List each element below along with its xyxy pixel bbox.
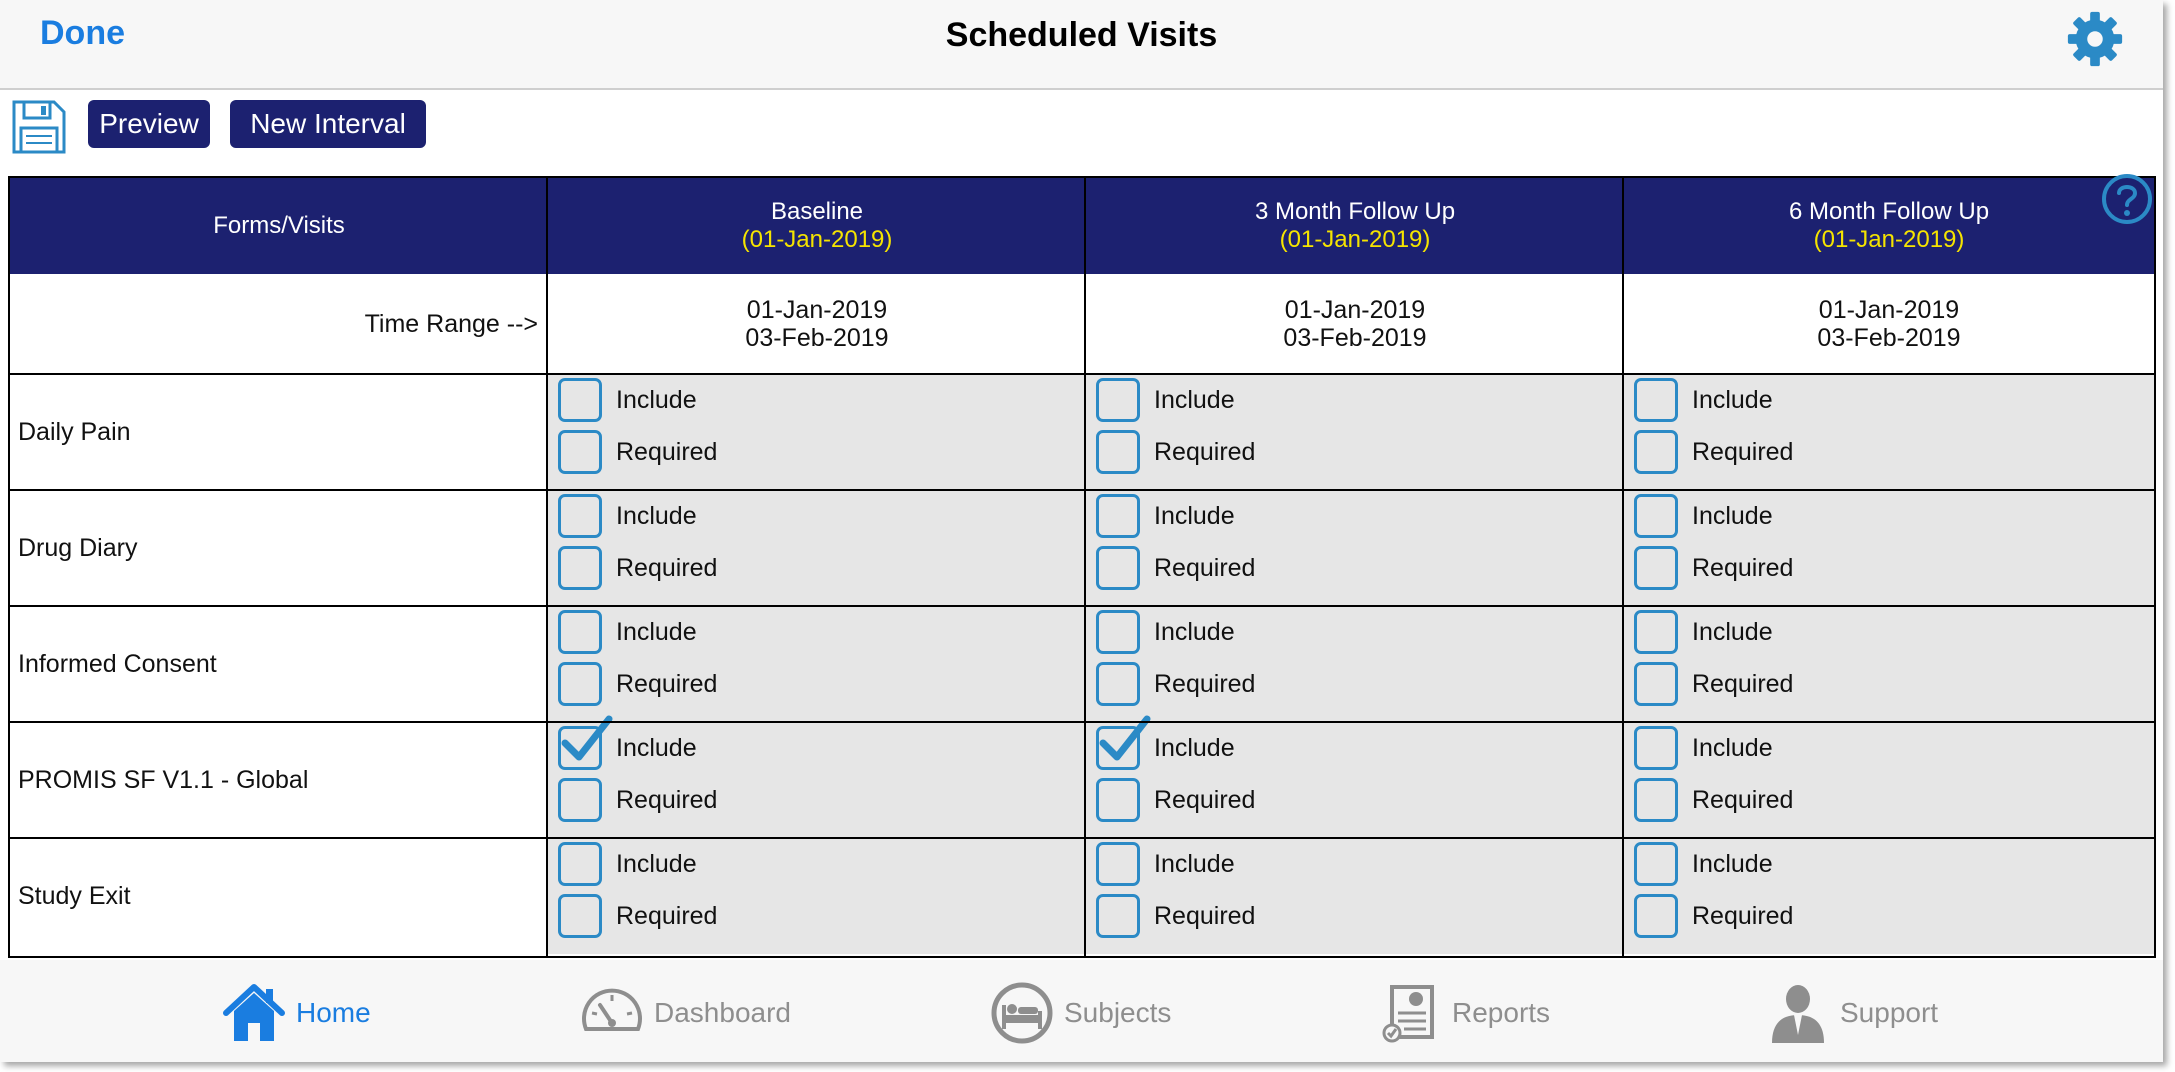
visit-form-cell xyxy=(548,606,1086,722)
required-label: Required xyxy=(1154,786,1256,814)
visit-form-cell xyxy=(1086,490,1624,606)
required-label: Required xyxy=(1154,438,1256,466)
time-range-baseline xyxy=(548,274,1086,374)
tab-reports[interactable] xyxy=(1378,980,1550,1046)
visit-form-cell xyxy=(1086,722,1624,838)
include-label: Include xyxy=(1692,734,1773,762)
range-start: 01-Jan-2019 xyxy=(1284,296,1426,324)
tab-home[interactable] xyxy=(222,980,371,1046)
divider xyxy=(1622,178,1624,956)
range-end: 03-Feb-2019 xyxy=(1817,324,1961,352)
visit-date: (01-Jan-2019) xyxy=(1813,226,1965,253)
tab-label: Support xyxy=(1840,997,1939,1028)
required-label: Required xyxy=(1154,670,1256,698)
include-label: Include xyxy=(616,618,697,646)
include-label: Include xyxy=(616,850,697,878)
required-checkbox[interactable] xyxy=(558,662,602,706)
gear-icon[interactable] xyxy=(2064,8,2126,70)
include-label: Include xyxy=(616,502,697,530)
required-label: Required xyxy=(1692,786,1794,814)
new-interval-button[interactable]: New Interval xyxy=(230,100,426,148)
required-checkbox[interactable] xyxy=(558,430,602,474)
time-range-6-month xyxy=(1624,274,2154,374)
include-label: Include xyxy=(1154,618,1235,646)
include-checkbox[interactable] xyxy=(1634,610,1678,654)
save-icon[interactable] xyxy=(10,98,68,156)
tab-label: Home xyxy=(296,997,371,1028)
include-checkbox[interactable] xyxy=(1634,378,1678,422)
include-checkbox[interactable] xyxy=(1096,378,1140,422)
visit-form-cell xyxy=(548,490,1086,606)
include-label: Include xyxy=(1692,850,1773,878)
range-end: 03-Feb-2019 xyxy=(745,324,889,352)
divider xyxy=(10,605,2154,607)
visit-form-cell xyxy=(1086,838,1624,954)
time-range-3-month xyxy=(1086,274,1624,374)
include-label: Include xyxy=(1154,850,1235,878)
visit-name: 3 Month Follow Up xyxy=(1254,198,1456,225)
home-icon xyxy=(222,981,286,1045)
required-label: Required xyxy=(1692,902,1794,930)
include-checkbox[interactable] xyxy=(558,726,602,770)
include-checkbox[interactable] xyxy=(1096,842,1140,886)
required-label: Required xyxy=(1692,554,1794,582)
visit-form-cell xyxy=(1624,374,2154,490)
required-checkbox[interactable] xyxy=(558,894,602,938)
required-label: Required xyxy=(1154,902,1256,930)
forms-visits-label: Forms/Visits xyxy=(213,212,345,239)
divider xyxy=(1084,178,1086,956)
required-checkbox[interactable] xyxy=(1634,430,1678,474)
visit-form-cell xyxy=(1624,722,2154,838)
form-name: Daily Pain xyxy=(18,417,131,446)
range-start: 01-Jan-2019 xyxy=(746,296,888,324)
include-label: Include xyxy=(1154,502,1235,530)
visit-form-cell xyxy=(1086,374,1624,490)
required-label: Required xyxy=(1692,438,1794,466)
visit-form-cell xyxy=(548,722,1086,838)
include-checkbox[interactable] xyxy=(558,610,602,654)
navigation-bar xyxy=(0,0,2163,90)
visit-name: 6 Month Follow Up xyxy=(1788,198,1990,225)
visit-form-cell xyxy=(548,838,1086,954)
include-label: Include xyxy=(1154,734,1235,762)
corner-header xyxy=(10,178,548,274)
required-label: Required xyxy=(1692,670,1794,698)
tab-dashboard[interactable] xyxy=(580,980,791,1046)
tab-bar xyxy=(0,960,2163,1062)
required-checkbox[interactable] xyxy=(1096,894,1140,938)
divider xyxy=(546,178,548,956)
visit-form-cell xyxy=(1086,606,1624,722)
time-range-label: Time Range --> xyxy=(364,310,538,338)
visit-form-cell xyxy=(1624,606,2154,722)
include-checkbox[interactable] xyxy=(1096,610,1140,654)
visit-form-cell xyxy=(548,374,1086,490)
include-checkbox[interactable] xyxy=(1096,494,1140,538)
form-name: Drug Diary xyxy=(18,533,138,562)
include-label: Include xyxy=(1692,618,1773,646)
range-end: 03-Feb-2019 xyxy=(1283,324,1427,352)
include-checkbox[interactable] xyxy=(558,842,602,886)
support-icon xyxy=(1766,981,1830,1045)
include-checkbox[interactable] xyxy=(558,494,602,538)
include-label: Include xyxy=(616,734,697,762)
required-label: Required xyxy=(616,554,718,582)
visit-form-cell xyxy=(1624,490,2154,606)
tab-label: Subjects xyxy=(1064,997,1172,1028)
tab-subjects[interactable] xyxy=(990,980,1171,1046)
required-checkbox[interactable] xyxy=(1634,894,1678,938)
visit-name: Baseline xyxy=(770,198,864,225)
divider xyxy=(10,373,2154,375)
range-start: 01-Jan-2019 xyxy=(1818,296,1960,324)
required-label: Required xyxy=(616,670,718,698)
include-checkbox[interactable] xyxy=(1634,494,1678,538)
done-button[interactable]: Done xyxy=(40,14,125,52)
form-name: PROMIS SF V1.1 - Global xyxy=(18,765,309,794)
tab-label: Reports xyxy=(1452,997,1551,1028)
help-icon[interactable] xyxy=(2100,172,2154,226)
visit-header-6-month xyxy=(1624,178,2154,274)
reports-icon xyxy=(1378,981,1442,1045)
divider xyxy=(10,837,2154,839)
include-label: Include xyxy=(1692,502,1773,530)
tab-label: Dashboard xyxy=(654,997,791,1028)
visit-header-baseline xyxy=(548,178,1086,274)
preview-button[interactable]: Preview xyxy=(88,100,210,148)
include-label: Include xyxy=(1692,386,1773,414)
include-checkbox[interactable] xyxy=(558,378,602,422)
required-checkbox[interactable] xyxy=(1096,430,1140,474)
required-checkbox[interactable] xyxy=(558,546,602,590)
include-checkbox[interactable] xyxy=(1634,726,1678,770)
required-checkbox[interactable] xyxy=(1634,778,1678,822)
visit-date: (01-Jan-2019) xyxy=(1279,226,1431,253)
visit-form-cell xyxy=(1624,838,2154,954)
form-name: Informed Consent xyxy=(18,649,217,678)
divider xyxy=(10,489,2154,491)
page-title: Scheduled Visits xyxy=(945,16,1218,54)
visit-header-3-month xyxy=(1086,178,1624,274)
include-checkbox[interactable] xyxy=(1096,726,1140,770)
required-checkbox[interactable] xyxy=(558,778,602,822)
required-label: Required xyxy=(616,902,718,930)
required-label: Required xyxy=(1154,554,1256,582)
dashboard-icon xyxy=(580,981,644,1045)
visit-date: (01-Jan-2019) xyxy=(741,226,893,253)
subjects-icon xyxy=(990,981,1054,1045)
required-label: Required xyxy=(616,438,718,466)
scheduled-visits-table xyxy=(8,176,2156,958)
form-name: Study Exit xyxy=(18,881,131,910)
include-checkbox[interactable] xyxy=(1634,842,1678,886)
required-checkbox[interactable] xyxy=(1634,662,1678,706)
include-label: Include xyxy=(616,386,697,414)
required-checkbox[interactable] xyxy=(1096,662,1140,706)
required-label: Required xyxy=(616,786,718,814)
include-label: Include xyxy=(1154,386,1235,414)
divider xyxy=(10,721,2154,723)
tab-support[interactable] xyxy=(1766,980,1938,1046)
required-checkbox[interactable] xyxy=(1096,778,1140,822)
required-checkbox[interactable] xyxy=(1096,546,1140,590)
required-checkbox[interactable] xyxy=(1634,546,1678,590)
